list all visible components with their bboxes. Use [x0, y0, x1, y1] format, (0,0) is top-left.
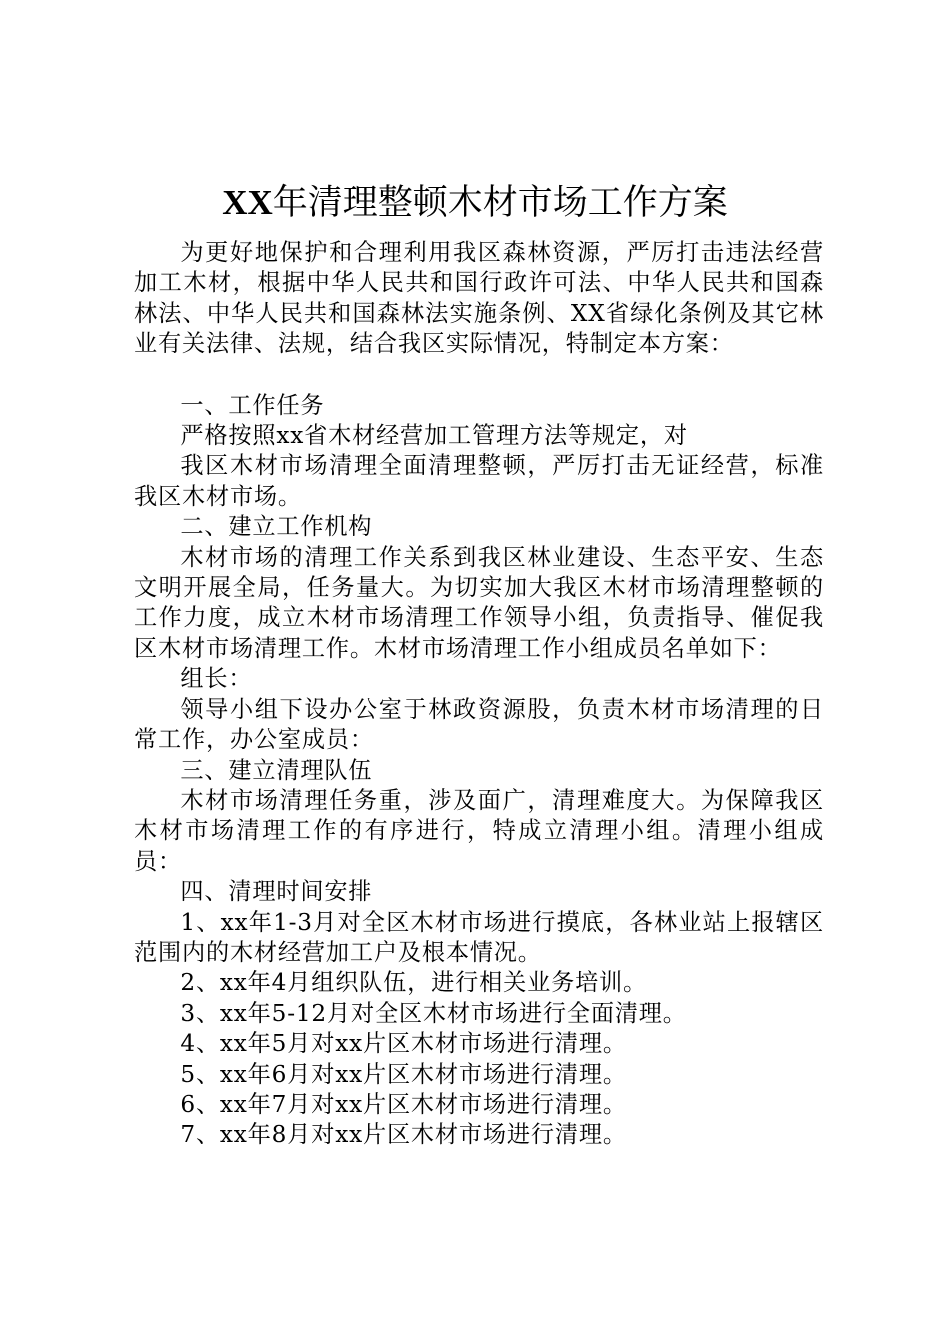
intro-paragraph: 为更好地保护和合理利用我区森林资源，严厉打击违法经营加工木材，根据中华人民共和国行政许可法、中华人民共和国森林法、中华人民共和国森林法实施条例、XX省绿化条例及其它林业有关法律、法规，结合我区实际情况，特制定本方案：: [134, 239, 824, 358]
title-text: 年清理整顿木材市场工作方案: [272, 183, 728, 223]
paragraph: 领导小组下设办公室于林政资源股，负责木材市场清理的日常工作，办公室成员：: [134, 695, 824, 754]
schedule-item: 5、xx年6月对xx片区木材市场进行清理。: [180, 1060, 627, 1088]
schedule-item: 1、xx年1-3月对全区木材市场进行摸底，各林业站上报辖区范围内的木材经营加工户及根本情况。: [134, 908, 824, 966]
paragraph: 我区木材市场清理全面清理整顿，严厉打击无证经营，标准我区木材市场。: [134, 452, 824, 510]
section-heading-team: 三、建立清理队伍: [180, 756, 373, 784]
schedule-item: 2、xx年4月组织队伍，进行相关业务培训。: [180, 969, 648, 997]
title-prefix: XX: [222, 183, 273, 222]
schedule-item: 7、xx年8月对xx片区木材市场进行清理。: [180, 1121, 627, 1149]
section-heading-schedule: 四、清理时间安排: [180, 878, 373, 906]
paragraph: 组长：: [180, 665, 253, 693]
paragraph: 木材市场的清理工作关系到我区林业建设、生态平安、生态文明开展全局，任务量大。为切实加大我区木材市场清理整顿的工作力度，成立木材市场清理工作领导小组，负责指导、催促我区木材市场清理工作。木材市场清理工作小组成员名单如下：: [134, 543, 824, 662]
schedule-item: 4、xx年5月对xx片区木材市场进行清理。: [180, 1030, 627, 1058]
paragraph: 木材市场清理任务重，涉及面广，清理难度大。为保障我区木材市场清理工作的有序进行，特成立清理小组。清理小组成员：: [134, 786, 824, 875]
document-body: [134, 238, 824, 1151]
document-title: [0, 178, 950, 228]
paragraph: 严格按照xx省木材经营加工管理方法等规定，对: [180, 422, 688, 450]
schedule-item: 3、xx年5-12月对全区木材市场进行全面清理。: [180, 999, 687, 1027]
schedule-item: 6、xx年7月对xx片区木材市场进行清理。: [180, 1090, 627, 1118]
section-heading-organization: 二、建立工作机构: [180, 513, 373, 541]
section-heading-tasks: 一、工作任务: [180, 391, 325, 419]
